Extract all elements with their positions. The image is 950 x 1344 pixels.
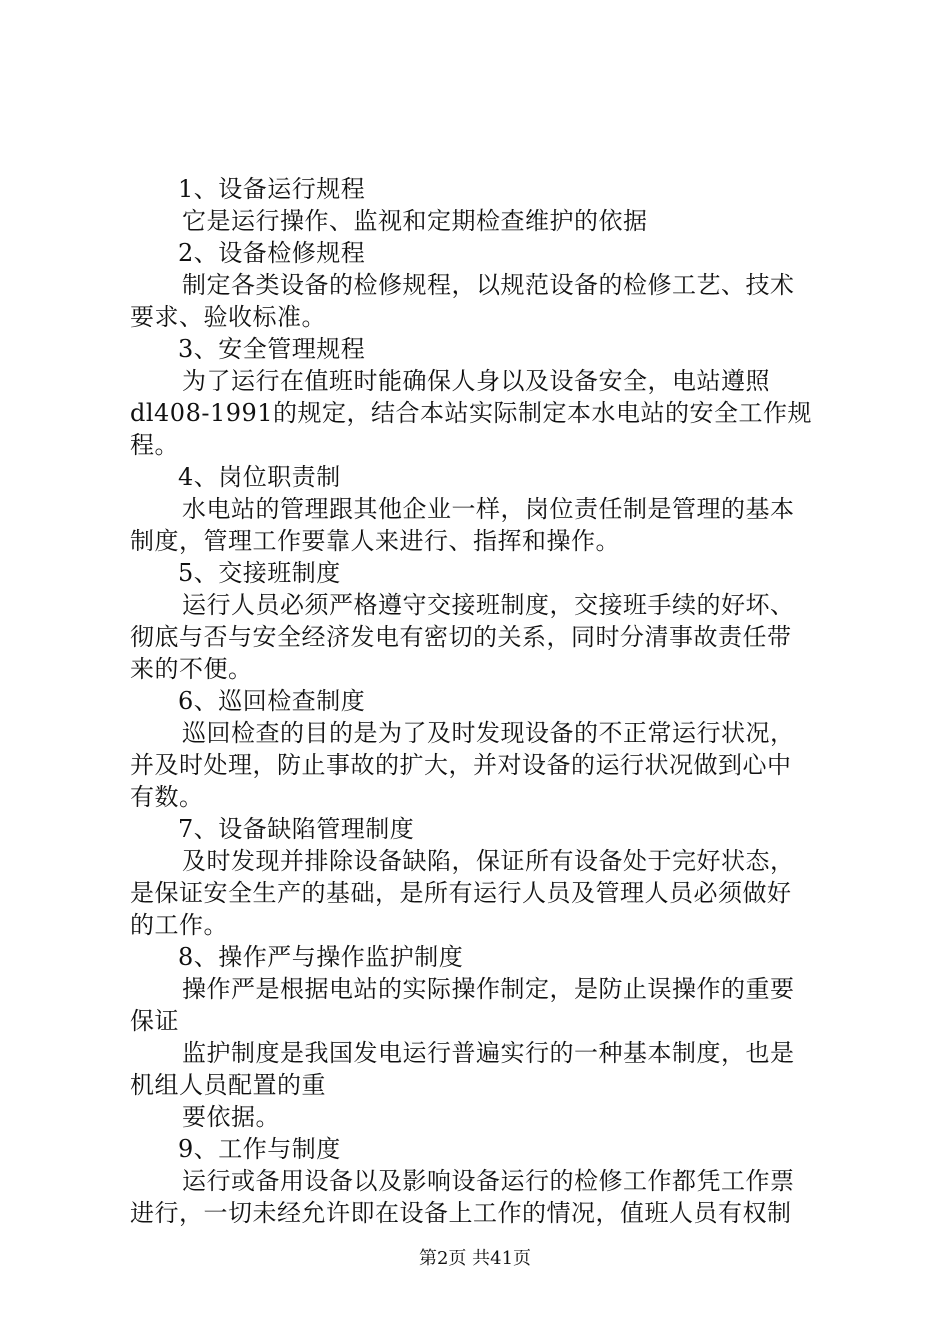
paragraph-line: 为了运行在值班时能确保人身以及设备安全，电站遵照: [182, 367, 770, 395]
paragraph-line: 运行或备用设备以及影响设备运行的检修工作都凭工作票: [182, 1167, 795, 1195]
section-heading: 4、岗位职责制: [178, 463, 341, 491]
section-heading: 3、安全管理规程: [178, 335, 366, 363]
paragraph-line: 巡回检查的目的是为了及时发现设备的不正常运行状况，: [182, 719, 795, 747]
paragraph-line: 监护制度是我国发电运行普遍实行的一种基本制度，也是: [182, 1039, 795, 1067]
paragraph-line: 要依据。: [182, 1103, 280, 1131]
paragraph-line: 的工作。: [130, 911, 228, 939]
section-heading: 8、操作严与操作监护制度: [178, 943, 464, 971]
section-heading: 2、设备检修规程: [178, 239, 366, 267]
paragraph-line: 保证: [130, 1007, 179, 1035]
section-heading: 5、交接班制度: [178, 559, 341, 587]
paragraph-line: 水电站的管理跟其他企业一样，岗位责任制是管理的基本: [182, 495, 795, 523]
page-footer: 第2页 共41页: [418, 1248, 532, 1269]
paragraph-line: 机组人员配置的重: [130, 1071, 326, 1099]
paragraph-line: 并及时处理，防止事故的扩大，并对设备的运行状况做到心中: [130, 751, 792, 779]
paragraph-line: 是保证安全生产的基础，是所有运行人员及管理人员必须做好: [130, 879, 792, 907]
paragraph-line: 有数。: [130, 783, 204, 811]
section-heading: 6、巡回检查制度: [178, 687, 366, 715]
paragraph-line: 彻底与否与安全经济发电有密切的关系，同时分清事故责任带: [130, 623, 792, 651]
section-heading: 9、工作与制度: [178, 1135, 341, 1163]
paragraph-line: dl408-1991的规定，结合本站实际制定本水电站的安全工作规: [130, 399, 813, 427]
paragraph-line: 及时发现并排除设备缺陷，保证所有设备处于完好状态，: [182, 847, 795, 875]
paragraph-line: 程。: [130, 431, 179, 459]
paragraph-line: 操作严是根据电站的实际操作制定，是防止误操作的重要: [182, 975, 795, 1003]
paragraph-line: 运行人员必须严格遵守交接班制度，交接班手续的好坏、: [182, 591, 795, 619]
document-body: [130, 173, 830, 1229]
paragraph-line: 来的不便。: [130, 655, 253, 683]
section-heading: 1、设备运行规程: [178, 175, 366, 203]
paragraph-line: 制度，管理工作要靠人来进行、指挥和操作。: [130, 527, 620, 555]
paragraph-line: 制定各类设备的检修规程，以规范设备的检修工艺、技术: [182, 271, 795, 299]
paragraph-line: 要求、验收标准。: [130, 303, 326, 331]
paragraph-line: 进行，一切未经允许即在设备上工作的情况，值班人员有权制: [130, 1199, 792, 1227]
paragraph-line: 它是运行操作、监视和定期检查维护的依据: [182, 207, 648, 235]
section-heading: 7、设备缺陷管理制度: [178, 815, 415, 843]
